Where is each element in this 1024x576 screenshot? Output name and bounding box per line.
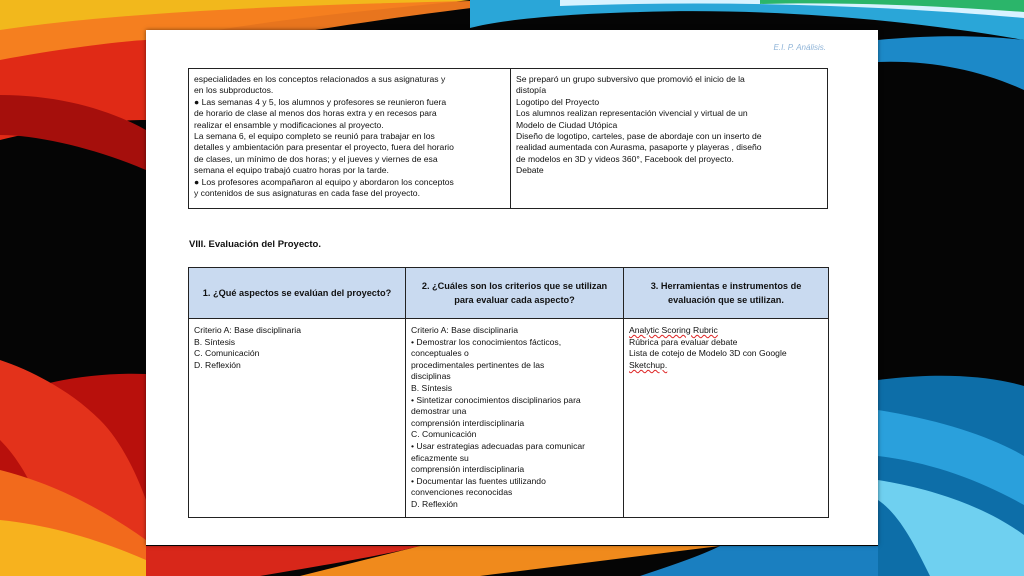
text-line: Los alumnos realizan representación vivencial y virtual de un xyxy=(516,108,748,119)
text-line: Criterio A: Base disciplinaria xyxy=(411,325,518,335)
aspects-cell xyxy=(189,319,406,517)
text-line: Sketchup. xyxy=(629,359,668,370)
text-line: y contenidos de sus asignaturas en cada fase del proyecto. xyxy=(194,188,420,199)
header-criteria: 2. ¿Cuáles son los criterios que se utilizan para evaluar cada aspecto? xyxy=(406,268,624,318)
text-line: Analytic Scoring Rubric xyxy=(629,325,718,335)
text-line: convenciones reconocidas xyxy=(411,487,513,498)
text-line: B. Síntesis xyxy=(194,336,236,347)
criteria-cell xyxy=(406,319,624,517)
text-line: ● Los profesores acompañaron al equipo y abordaron los conceptos xyxy=(194,176,454,187)
text-line: C. Comunicación xyxy=(194,348,260,359)
text-line: comprensión interdisciplinaria xyxy=(411,417,525,428)
text-line: Se preparó un grupo subversivo que promovió el inicio de la xyxy=(516,74,745,84)
text-line: semana el equipo trabajó cuatro horas por la tarde. xyxy=(194,165,389,176)
text-line: Rúbrica para evaluar debate xyxy=(629,336,738,347)
text-line: • Documentar las fuentes utilizando xyxy=(411,475,546,486)
activities-right-cell xyxy=(511,69,827,208)
text-line: de horario de clase al menos dos horas extra y en recesos para xyxy=(194,108,437,119)
text-line: Lista de cotejo de Modelo 3D con Google xyxy=(629,348,787,359)
document-page xyxy=(146,30,878,545)
header-tools: 3. Herramientas e instrumentos de evaluación que se utilizan. xyxy=(650,281,802,305)
text-line: procedimentales pertinentes de las xyxy=(411,359,545,370)
text-line: Logotipo del Proyecto xyxy=(516,96,600,107)
text-line: realidad aumentada con Aurasma, pasaporte y playeras , diseño xyxy=(516,142,762,153)
text-line: La semana 6, el equipo completo se reunió para trabajar en los xyxy=(194,131,435,142)
text-line: Diseño de logotipo, carteles, pase de abordaje con un inserto de xyxy=(516,131,762,142)
header-aspects: 1. ¿Qué aspectos se evalúan del proyecto? xyxy=(189,268,406,318)
text-line: Criterio A: Base disciplinaria xyxy=(194,325,301,335)
text-line: distopía xyxy=(516,85,547,96)
text-line: eficazmente su xyxy=(411,452,469,463)
text-line: demostrar una xyxy=(411,406,467,417)
text-line: detalles y ambientación para presentar el proyecto, fuera del horario xyxy=(194,142,454,153)
text-line: C. Comunicación xyxy=(411,429,477,440)
evaluation-table-body xyxy=(189,319,828,517)
text-line: ● Las semanas 4 y 5, los alumnos y profesores se reunieron fuera xyxy=(194,96,447,107)
text-line: de clases, un mínimo de dos horas; y el jueves y viernes de esa xyxy=(194,153,438,164)
activities-left-cell xyxy=(189,69,511,208)
text-line: • Usar estrategias adecuadas para comunicar xyxy=(411,440,586,451)
evaluation-table-header xyxy=(189,268,828,319)
text-line: especialidades en los conceptos relacionados a sus asignaturas y xyxy=(194,74,446,84)
evaluation-table xyxy=(188,267,829,518)
text-line: Modelo de Ciudad Utópica xyxy=(516,119,618,130)
header-note: E.I. P. Análisis. xyxy=(773,43,826,52)
text-line: en los subproductos. xyxy=(194,85,274,96)
text-line: realizar el ensamble y modificaciones al proyecto. xyxy=(194,119,384,130)
activities-table xyxy=(188,68,828,209)
tools-cell xyxy=(624,319,828,517)
text-line: • Demostrar los conocimientos fácticos, xyxy=(411,336,562,347)
text-line: de modelos en 3D y videos 360°, Facebook del proyecto. xyxy=(516,153,734,164)
text-line: comprensión interdisciplinaria xyxy=(411,464,525,475)
text-line: • Sintetizar conocimientos disciplinarios para xyxy=(411,394,581,405)
text-line: D. Reflexión xyxy=(194,359,241,370)
text-line: Debate xyxy=(516,165,544,176)
section-title: VIII. Evaluación del Proyecto. xyxy=(189,239,321,250)
text-line: conceptuales o xyxy=(411,348,469,359)
text-line: disciplinas xyxy=(411,371,451,382)
text-line: B. Síntesis xyxy=(411,382,453,393)
text-line: D. Reflexión xyxy=(411,498,458,509)
